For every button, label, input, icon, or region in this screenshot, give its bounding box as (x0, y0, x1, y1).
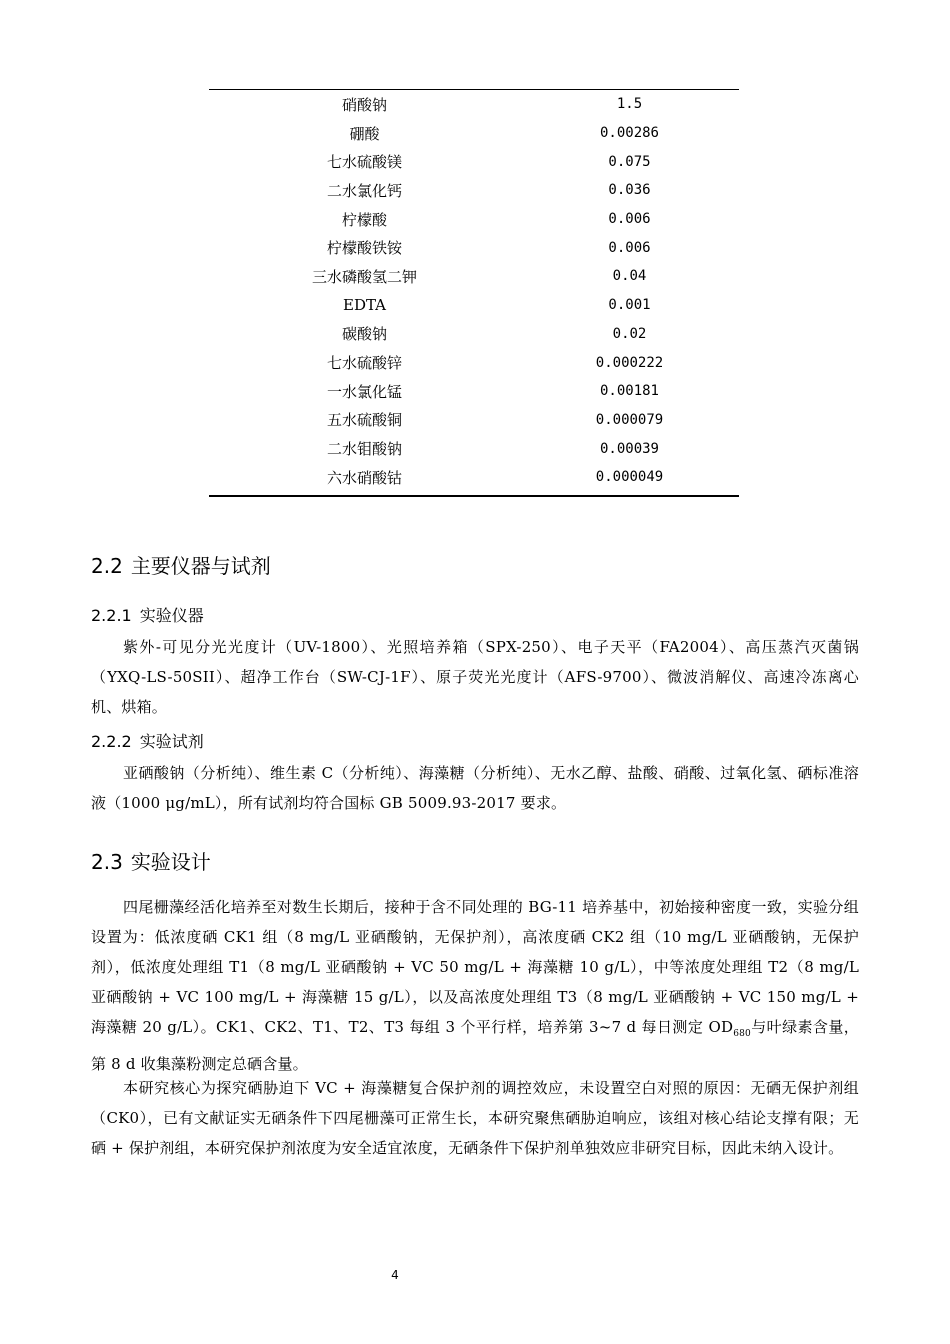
reagent-name-cell: 七水硫酸锌 (326, 354, 402, 373)
design-text-part-2: 与叶绿素含量，第 8 d 收集藻粉测定总硒含量。 (91, 1018, 860, 1073)
subsection-heading-2-2-2 (91, 729, 204, 752)
table-bottom-rule (209, 495, 739, 497)
table-row (209, 406, 739, 435)
table-row (209, 463, 739, 492)
table-row (209, 147, 739, 176)
reagent-value-cell: 0.000079 (595, 411, 664, 428)
subsection-number: 2.2.1 (91, 606, 132, 625)
subsection-title: 实验仪器 (139, 606, 204, 625)
design-text-part-1: 四尾栅藻经活化培养至对数生长期后，接种于含不同处理的 BG-11 培养基中，初始接种密度一致，实验分组设置为：低浓度硒 CK1 组（8 mg/L 亚硒酸钠，无保护剂），高浓度硒 CK2 组（10 mg/L 亚硒酸钠，无保护剂），低浓度处理组 T1（8 mg/L 亚硒酸钠 + VC 50 mg/L + 海藻糖 10 g/L），中等浓度处理组 T2（8 mg/L 亚硒酸钠 + VC 100 mg/L + 海藻糖 15 g/L），以及高浓度处理组 T3（8 mg/L 亚硒酸钠 + VC 150 mg/L + 海藻糖 20 g/L）。CK1、CK2、T1、T2、T3 每组 3 个平行样，培养第 3~7 d 每日测定 OD (91, 898, 859, 1036)
reagent-value-cell: 0.00039 (599, 440, 659, 457)
reagent-name-cell: 六水硝酸钴 (326, 468, 402, 487)
subsection-heading-2-2-1 (91, 603, 204, 626)
reagent-name-cell: 柠檬酸 (341, 210, 387, 229)
table-row (209, 291, 739, 320)
reagent-name-cell: EDTA (343, 296, 386, 315)
reagent-value-cell: 0.075 (608, 153, 651, 170)
reagent-value-cell: 1.5 (616, 96, 643, 113)
od-subscript: 680 (733, 1029, 751, 1039)
reagent-name-cell: 七水硫酸镁 (326, 153, 402, 172)
section-number: 2.3 (91, 850, 123, 874)
reagent-name-cell: 五水硫酸铜 (326, 411, 402, 430)
reagent-name-cell: 硝酸钠 (341, 95, 387, 114)
section-heading-2-2 (91, 550, 271, 579)
table-row (209, 233, 739, 262)
reagent-value-cell: 0.00181 (599, 383, 659, 400)
table-body (209, 90, 739, 492)
reagent-value-cell: 0.04 (612, 268, 647, 285)
reagent-name-cell: 碳酸钠 (341, 325, 387, 344)
section-heading-2-3 (91, 846, 211, 875)
instruments-paragraph: 紫外-可见分光光度计（UV-1800）、光照培养箱（SPX-250）、电子天平（FA2004）、高压蒸汽灭菌锅（YXQ-LS-50SII）、超净工作台（SW-CJ-1F）、原子荧光光度计（AFS-9700）、微波消解仪、高速冷冻离心机、烘箱。 (91, 638, 859, 716)
subsection-number: 2.2.2 (91, 732, 132, 751)
reagent-name-cell: 二水钼酸钠 (326, 440, 402, 459)
section-title: 实验设计 (130, 850, 211, 874)
reagent-value-cell: 0.000049 (595, 469, 664, 486)
table-row (209, 348, 739, 377)
reagent-value-cell: 0.006 (608, 211, 651, 228)
table-row (209, 434, 739, 463)
section-title: 主要仪器与试剂 (130, 554, 271, 578)
reagent-name-cell: 一水氯化锰 (326, 382, 402, 401)
reagent-name-cell: 三水磷酸氢二钾 (311, 267, 417, 286)
reagent-name-cell: 柠檬酸铁铵 (326, 239, 402, 258)
reagent-value-cell: 0.000222 (595, 354, 664, 371)
reagent-value-cell: 0.036 (608, 182, 651, 199)
reagent-name-cell: 二水氯化钙 (326, 181, 402, 200)
design-paragraph-2: 本研究核心为探究硒胁迫下 VC + 海藻糖复合保护剂的调控效应，未设置空白对照的原因：无硒无保护剂组（CK0），已有文献证实无硒条件下四尾栅藻可正常生长，本研究聚焦硒胁迫响应，该组对核心结论支撑有限；无硒 + 保护剂组，本研究保护剂浓度为安全适宜浓度，无硒条件下保护剂单独效应非研究目标，因此未纳入设计。 (91, 1079, 859, 1157)
table-row (209, 262, 739, 291)
reagent-value-cell: 0.006 (608, 239, 651, 256)
reagent-value-cell: 0.02 (612, 325, 647, 342)
page-number: 4 (391, 1268, 399, 1282)
table-row (209, 205, 739, 234)
reagent-value-cell: 0.00286 (599, 125, 659, 142)
table-row (209, 176, 739, 205)
table-row (209, 377, 739, 406)
subsection-title: 实验试剂 (139, 732, 204, 751)
table-row (209, 119, 739, 148)
reagents-paragraph: 亚硒酸钠（分析纯）、维生素 C（分析纯）、海藻糖（分析纯）、无水乙醇、盐酸、硝酸、过氧化氢、硒标准溶液（1000 μg/mL），所有试剂均符合国标 GB 5009.93-2017 要求。 (91, 764, 859, 812)
medium-composition-table (209, 89, 739, 497)
table-row (209, 90, 739, 119)
section-number: 2.2 (91, 554, 123, 578)
design-paragraph-1 (91, 892, 859, 1079)
reagent-name-cell: 硼酸 (349, 124, 380, 143)
table-row (209, 320, 739, 349)
reagent-value-cell: 0.001 (608, 297, 651, 314)
